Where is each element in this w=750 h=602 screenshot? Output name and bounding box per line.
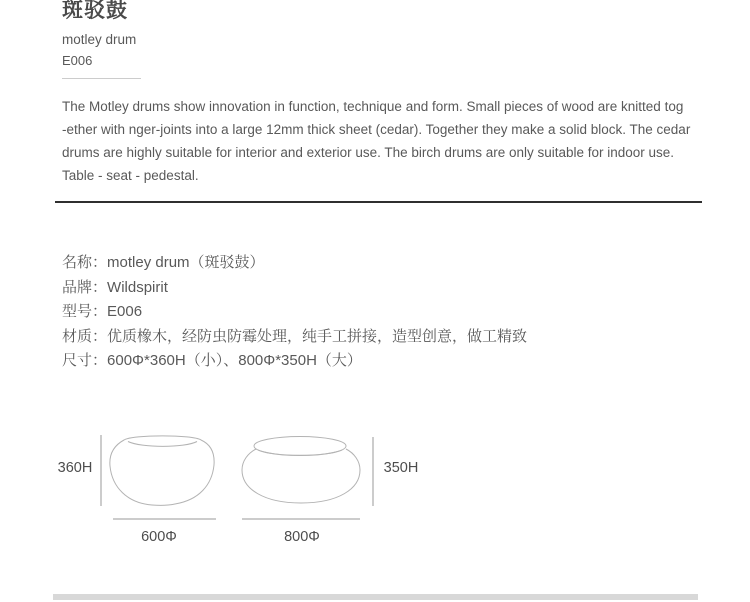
spec-separator: ：: [92, 352, 108, 370]
large-drum-diameter-label: 800Φ: [284, 529, 320, 545]
spec-label: 尺寸: [62, 352, 93, 370]
small-drum-diameter-label: 600Φ: [141, 529, 177, 545]
spec-row-material: [62, 325, 527, 350]
spec-value: motley drum（斑驳鼓）: [107, 254, 265, 271]
product-description: [62, 95, 702, 187]
spec-value: 600Φ*360H（小）、800Φ*350H（大）: [107, 352, 362, 370]
description-line: -ether with nger-joints into a large 12mm thick sheet (cedar). Together they make a solid block. The cedar: [62, 122, 691, 137]
spec-separator: ：: [92, 327, 108, 345]
product-title-cn: 斑驳鼓: [62, 0, 128, 22]
footer-bar: [53, 594, 698, 600]
spec-value: E006: [107, 303, 143, 321]
spec-separator: ：: [92, 303, 108, 321]
spec-row-brand: [62, 276, 527, 301]
spec-label: 材质: [62, 327, 93, 345]
spec-label: 品牌: [62, 278, 93, 296]
large-drum-outline: [242, 449, 360, 503]
spec-label: 名称: [62, 254, 93, 271]
spec-row-model: [62, 300, 527, 325]
spec-row-name: [62, 251, 527, 276]
spec-value: Wildspirit: [107, 278, 168, 296]
spec-separator: ：: [92, 278, 108, 296]
product-title-en: motley drum: [62, 32, 137, 47]
small-drum-height-label: 360H: [57, 460, 93, 476]
description-line: The Motley drums show innovation in function, technique and form. Small pieces of wood are knitted tog: [62, 99, 684, 114]
section-divider: [55, 201, 702, 203]
large-drum-rim-inner: [258, 450, 342, 455]
description-line: Table - seat - pedestal.: [62, 168, 199, 183]
header-divider: [62, 78, 141, 79]
large-drum-height-label: 350H: [383, 460, 419, 476]
spec-list: [62, 251, 527, 374]
spec-value: 优质橡木，经防虫防霉处理，纯手工拼接，造型创意，做工精致: [107, 327, 528, 345]
product-model-number: E006: [62, 53, 93, 68]
spec-label: 型号: [62, 303, 93, 321]
spec-separator: ：: [92, 254, 108, 271]
dimension-diagram: [0, 425, 750, 555]
description-line: drums are highly suitable for interior and exterior use. The birch drums are only suitable for indoor use.: [62, 145, 675, 160]
small-drum-rim: [128, 442, 197, 447]
spec-row-size: [62, 349, 527, 374]
